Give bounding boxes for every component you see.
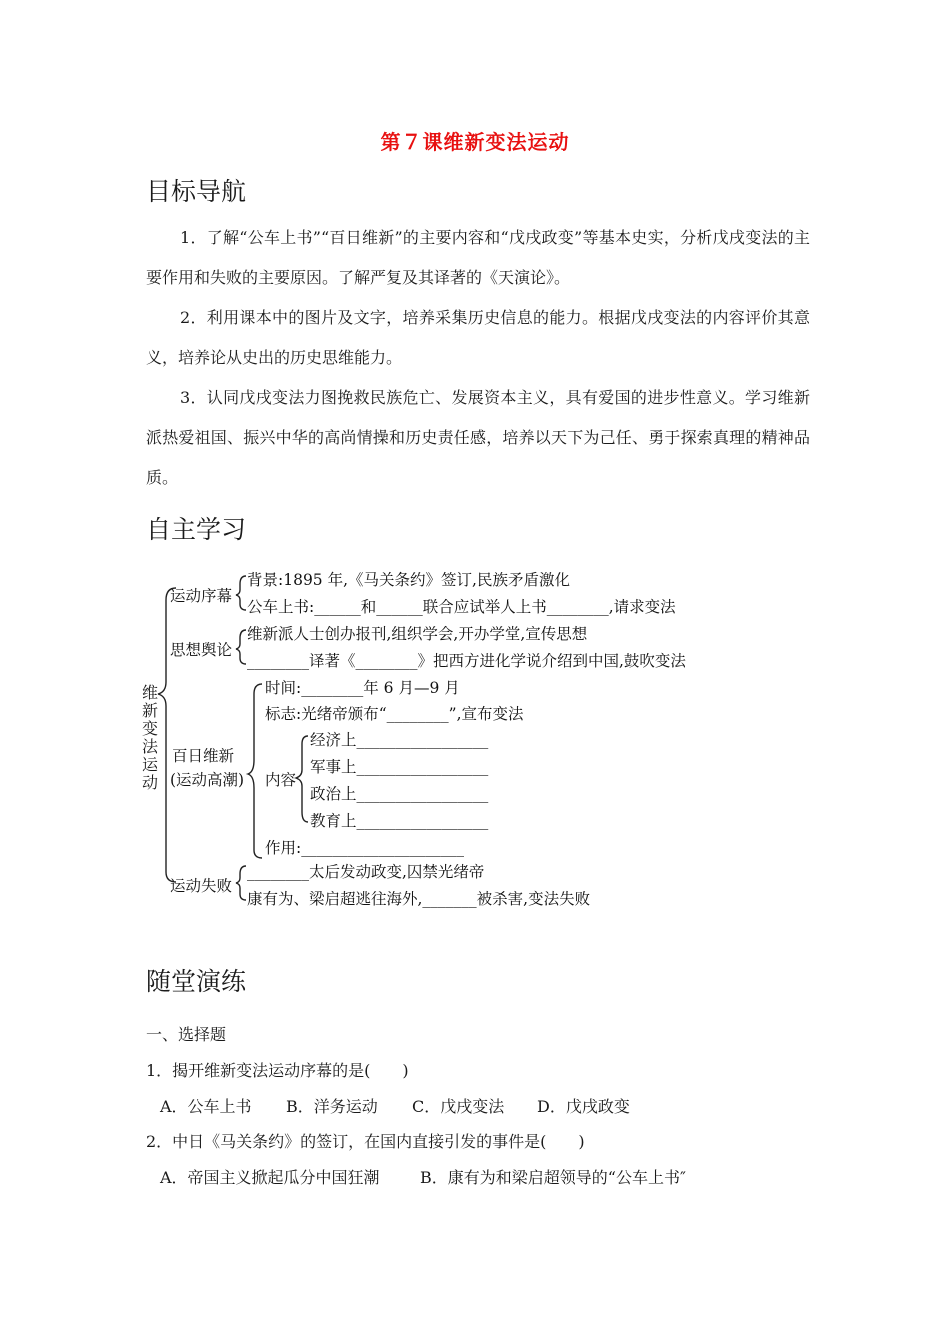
q1-option-d: D．戊戌政变 xyxy=(537,1097,630,1116)
content-politics: 政治上_________________ xyxy=(310,785,489,803)
b1-label: 运动序幕 xyxy=(170,587,233,605)
goals-heading: 目标导航 xyxy=(146,177,247,206)
q2-stem: 2．中日《马关条约》的签订，在国内直接引发的事件是( ) xyxy=(146,1132,585,1151)
b1-item-1: 背景:1895 年,《马关条约》签订,民族矛盾激化 xyxy=(247,571,570,589)
main-bracket xyxy=(158,588,176,882)
b3-sign: 标志:光绪帝颁布“________”,宣布变法 xyxy=(265,705,524,723)
b2-item-1: 维新派人士创办报刊,组织学会,开办学堂,宣传思想 xyxy=(247,625,588,643)
b2-item-2: ________译著《________》把西方进化学说介绍到中国,鼓吹变法 xyxy=(247,652,686,670)
b3-content-label: 内容 xyxy=(265,771,297,789)
b1-bracket xyxy=(236,576,246,610)
b4-label: 运动失败 xyxy=(170,877,233,895)
content-bracket xyxy=(296,736,308,822)
practice-heading: 随堂演练 xyxy=(146,967,247,996)
b3-label-line-1: 百日维新 xyxy=(172,747,235,765)
b4-item-1: ________太后发动政变,囚禁光绪帝 xyxy=(247,863,485,881)
goal-1: 1．了解“公车上书”“百日维新”的主要内容和“戊戌政变”等基本史实，分析戊戌变法的主要作用和失败的主要原因。了解严复及其译著的《天演论》。 xyxy=(146,228,810,287)
b4-item-2: 康有为、梁启超逃往海外,_______被杀害,变法失败 xyxy=(247,890,591,908)
content-military: 军事上_________________ xyxy=(310,758,489,776)
q1-stem: 1．揭开维新变法运动序幕的是( ) xyxy=(146,1061,409,1080)
b3-effect: 作用:_____________________ xyxy=(265,839,464,857)
b2-bracket xyxy=(236,630,246,664)
q2-option-b: B．康有为和梁启超领导的“公车上书″ xyxy=(420,1168,686,1187)
b3-time: 时间:________年 6 月—9 月 xyxy=(265,679,460,697)
goal-3: 3．认同戊戌变法力图挽救民族危亡、发展资本主义，具有爱国的进步性意义。学习维新派热爱祖国、振兴中华的高尚情操和历史责任感，培养以天下为己任、勇于探索真理的精神品质。 xyxy=(146,388,810,487)
study-heading: 自主学习 xyxy=(146,515,247,544)
b3-label-line-2: (运动高潮) xyxy=(170,771,245,789)
b3-bracket xyxy=(248,684,262,858)
q1-option-a: A．公车上书 xyxy=(160,1097,252,1116)
question-type-heading: 一、选择题 xyxy=(146,1025,227,1044)
content-education: 教育上_________________ xyxy=(310,812,489,830)
q1-option-c: C．戊戌变法 xyxy=(412,1097,505,1116)
b2-label: 思想舆论 xyxy=(170,641,233,659)
diagram-root: 维新变法运动 xyxy=(141,683,158,792)
b4-bracket xyxy=(236,866,246,900)
b1-item-2: 公车上书:______和______联合应试举人上书________,请求变法 xyxy=(247,598,676,616)
q1-option-b: B．洋务运动 xyxy=(286,1097,378,1116)
document-title: 第７课维新变法运动 xyxy=(380,130,570,154)
q2-option-a: A．帝国主义掀起瓜分中国狂潮 xyxy=(160,1168,380,1187)
knowledge-diagram xyxy=(140,560,760,920)
content-economy: 经济上_________________ xyxy=(310,731,489,749)
goal-2: 2．利用课本中的图片及文字，培养采集历史信息的能力。根据戊戌变法的内容评价其意义，培养论从史出的历史思维能力。 xyxy=(146,308,810,367)
